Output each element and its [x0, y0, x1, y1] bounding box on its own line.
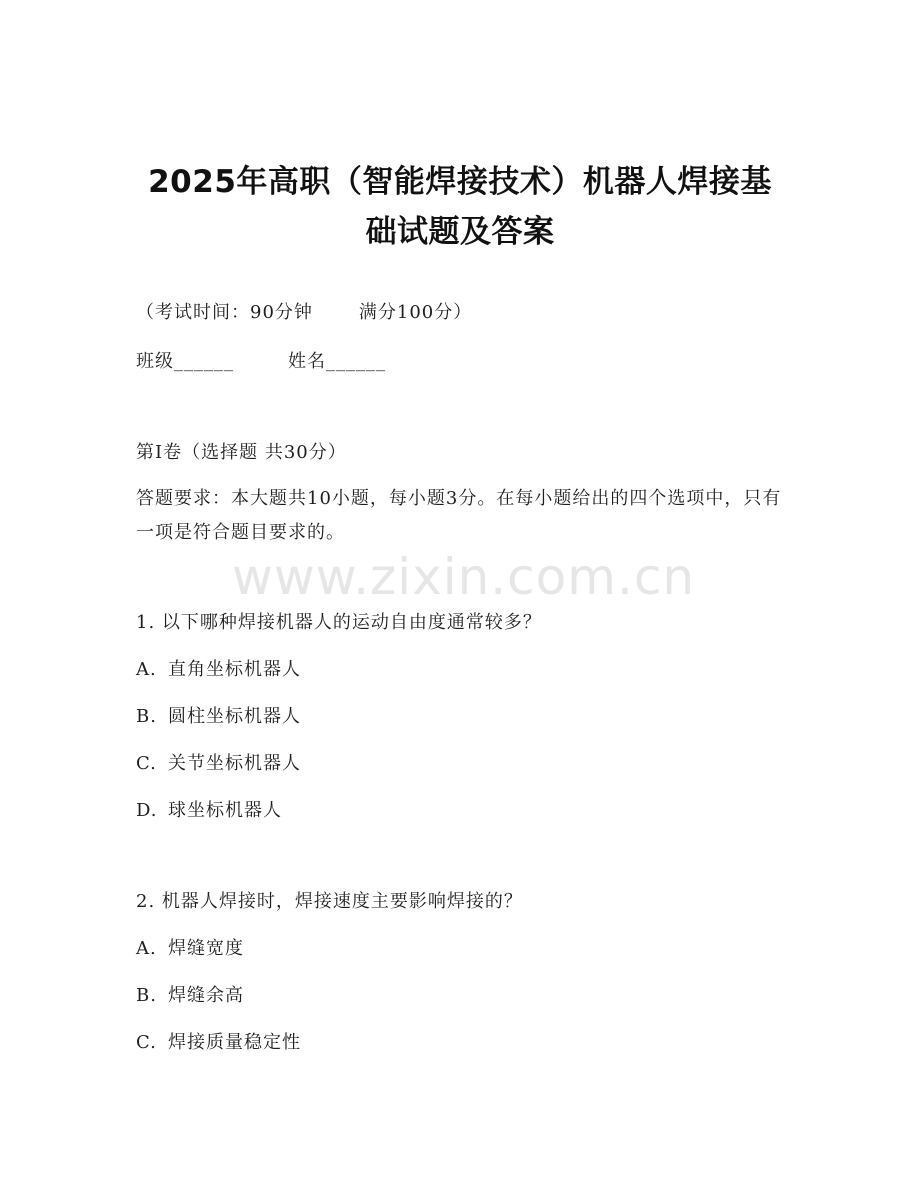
exam-time: （考试时间：90分钟 — [136, 302, 313, 323]
option-text: 关节坐标机器人 — [168, 753, 301, 774]
option-letter: B. — [136, 706, 157, 727]
question-1-option-d — [136, 799, 282, 823]
question-2-option-c — [136, 1031, 301, 1055]
document-title-line-1: 2025年高职（智能焊接技术）机器人焊接基 — [148, 164, 772, 200]
watermark: www.zixin.com.cn — [232, 548, 696, 606]
question-2-option-b — [136, 984, 244, 1008]
question-1-option-a — [136, 658, 301, 682]
student-info — [136, 350, 386, 374]
exam-full-score: 满分100分） — [358, 302, 473, 323]
option-letter: B. — [136, 985, 157, 1006]
option-text: 焊缝余高 — [168, 985, 244, 1006]
option-letter: C. — [136, 1032, 157, 1053]
option-letter: A. — [136, 659, 157, 680]
option-text: 球坐标机器人 — [168, 800, 282, 821]
question-2-stem: 2. 机器人焊接时，焊接速度主要影响焊接的？ — [136, 891, 523, 912]
option-text: 焊缝宽度 — [168, 938, 244, 959]
document-title-line-2: 础试题及答案 — [365, 214, 555, 250]
question-2-option-a — [136, 937, 244, 961]
question-1-option-b — [136, 705, 301, 729]
section-instructions: 答题要求：本大题共10小题，每小题3分。在每小题给出的四个选项中，只有一项是符合题目要求的。 — [136, 488, 782, 543]
option-text: 焊接质量稳定性 — [168, 1032, 301, 1053]
exam-info — [136, 301, 472, 325]
question-1-stem: 1. 以下哪种焊接机器人的运动自由度通常较多？ — [136, 612, 542, 633]
section-heading: 第I卷（选择题 共30分） — [136, 442, 347, 463]
question-1-option-c — [136, 752, 301, 776]
name-field-label: 姓名______ — [288, 351, 386, 372]
option-text: 直角坐标机器人 — [168, 659, 301, 680]
option-letter: C. — [136, 753, 157, 774]
option-letter: D. — [136, 800, 158, 821]
option-letter: A. — [136, 938, 157, 959]
class-field-label: 班级______ — [136, 351, 234, 372]
option-text: 圆柱坐标机器人 — [168, 706, 301, 727]
